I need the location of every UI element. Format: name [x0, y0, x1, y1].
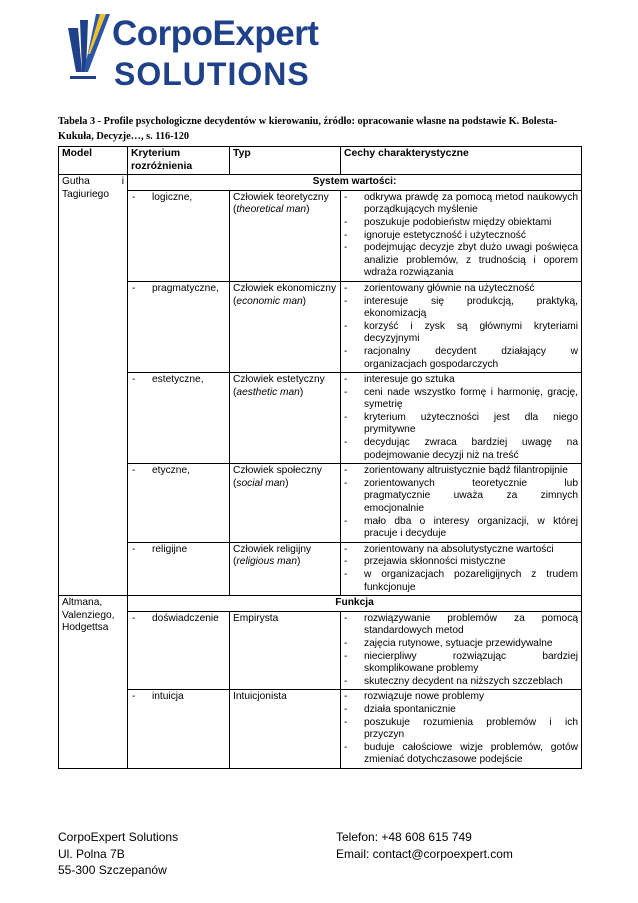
type-label: Człowiek ekonomiczny: [233, 282, 337, 294]
section-title: System wartości:: [128, 175, 582, 191]
feature-item: - skuteczny decydent na niższych szczeblach: [344, 675, 563, 687]
criterion-cell: [128, 464, 230, 543]
type-cell: [230, 690, 341, 769]
feature-item: - zorientowany głównie na użyteczność: [344, 282, 535, 294]
type-label: Człowiek religijny: [233, 543, 312, 555]
type-cell: [230, 611, 341, 690]
footer-phone: Telefon: +48 608 615 749: [336, 830, 472, 844]
features-list: [344, 691, 578, 767]
criterion-cell: [128, 542, 230, 595]
type-label: Empirysta: [233, 612, 279, 624]
feature-item: - rozwiązuje nowe problemy: [344, 691, 485, 703]
features-cell: [341, 611, 582, 690]
section-title: Funkcja: [128, 596, 582, 612]
feature-item: - interesuje się produkcją, praktyką, ekonomizacją: [344, 295, 578, 320]
header-model: Model: [59, 147, 128, 175]
footer-company: CorpoExpert Solutions: [58, 830, 179, 844]
features-cell: [341, 542, 582, 595]
decision-maker-profiles-table: [58, 146, 582, 769]
criterion-label: religijne: [152, 543, 188, 555]
feature-item: - mało dba o interesy organizacji, w której pracuje i decyduje: [344, 515, 578, 540]
criterion-cell: [128, 611, 230, 690]
bullet-dash: -: [132, 282, 136, 294]
table-row: [59, 373, 582, 464]
feature-item: - zajęcia rutynowe, sytuacje przewidywalne: [344, 637, 553, 649]
bullet-dash: -: [132, 543, 136, 555]
model-name: Altmana, Valenziego, Hodgettsa: [59, 596, 128, 769]
footer-city: 55-300 Szczepanów: [58, 863, 167, 877]
table-body: [59, 175, 582, 769]
features-cell: [341, 190, 582, 281]
features-list: [344, 374, 578, 462]
logo-mark-icon: [66, 10, 112, 88]
header-criterion: Kryterium rozróżnienia: [128, 147, 230, 175]
features-cell: [341, 373, 582, 464]
features-list: [344, 192, 578, 280]
type-cell: [230, 373, 341, 464]
feature-item: - interesuje go sztuka: [344, 374, 455, 386]
section-row: [59, 596, 582, 612]
features-list: [344, 465, 578, 541]
feature-item: - przejawia skłonności mistyczne: [344, 556, 506, 568]
bullet-dash: -: [132, 465, 136, 477]
table-row: [59, 690, 582, 769]
feature-item: - podejmując decyzje zbyt dużo uwagi poświęca analizie problemów, z trudnością i oporem wdraża rozwiązania: [344, 242, 578, 279]
feature-item: - ignoruje estetyczność i użyteczność: [344, 229, 526, 241]
bullet-dash: -: [132, 691, 136, 703]
feature-item: - decydując zwraca bardziej uwagę na podejmowanie decyzji niż na treść: [344, 437, 578, 461]
footer-address: [58, 829, 178, 879]
type-english: (theoretical man): [233, 204, 310, 216]
bullet-dash: -: [132, 374, 136, 386]
table-row: [59, 611, 582, 690]
feature-item: - zorientowany altruistycznie bądź filantropijnie: [344, 465, 568, 477]
criterion-label: pragmatyczne,: [152, 282, 219, 294]
footer-street: Ul. Polna 7B: [58, 846, 125, 861]
type-cell: [230, 281, 341, 372]
features-cell: [341, 281, 582, 372]
criterion-cell: [128, 373, 230, 464]
feature-item: - ceni nade wszystko formę i harmonię, grację, symetrię: [344, 386, 578, 411]
type-english: (social man): [233, 477, 289, 489]
header-features: Cechy charakterystyczne: [341, 147, 582, 175]
feature-item: - racjonalny decydent działający w organizacjach gospodarczych: [344, 345, 578, 370]
feature-item: - poszukuje podobieństw między obiektami: [344, 216, 552, 228]
feature-item: - działa spontanicznie: [344, 703, 456, 715]
type-english: (aesthetic man): [233, 386, 304, 398]
feature-item: - zorientowanych teoretycznie lub pragmatycznie uważa za zimnych emocjonalnie: [344, 477, 578, 515]
table-row: [59, 542, 582, 595]
feature-item: - odkrywa prawdę za pomocą metod naukowych porządkujących myślenie: [344, 191, 578, 216]
feature-item: - korzyść i zysk są głównymi kryteriami decyzyjnymi: [344, 320, 578, 345]
table-row: [59, 190, 582, 281]
features-list: [344, 613, 578, 689]
footer-email[interactable]: Email: contact@corpoexpert.com: [336, 846, 513, 861]
table-row: [59, 464, 582, 543]
header-type: Typ: [230, 147, 341, 175]
criterion-label: etyczne,: [152, 465, 190, 477]
type-cell: [230, 542, 341, 595]
features-list: [344, 283, 578, 371]
type-label: Człowiek estetyczny: [233, 374, 325, 386]
feature-item: - poszukuje rozumienia problemów i ich przyczyn: [344, 716, 578, 741]
criterion-cell: [128, 190, 230, 281]
type-label: Człowiek teoretyczny: [233, 191, 329, 203]
logo-text-corpoexpert: CorpoExpert: [112, 14, 319, 53]
features-list: [344, 544, 578, 594]
type-label: Intuicjonista: [233, 691, 287, 703]
feature-item: - niecierpliwy rozwiązując bardziej skomplikowane problemy: [344, 650, 578, 675]
feature-item: - zorientowany na absolutystyczne wartości: [344, 543, 554, 555]
type-cell: [230, 190, 341, 281]
criterion-label: logiczne,: [152, 191, 193, 203]
criterion-cell: [128, 281, 230, 372]
features-cell: [341, 690, 582, 769]
footer-contact: [336, 829, 513, 862]
type-cell: [230, 464, 341, 543]
table-row: [59, 281, 582, 372]
bullet-dash: -: [132, 612, 136, 624]
feature-item: - w organizacjach pozareligijnych z trudem funkcjonuje: [344, 569, 578, 593]
criterion-label: intuicja: [152, 691, 184, 703]
type-label: Człowiek społeczny: [233, 465, 322, 477]
bullet-dash: -: [132, 191, 136, 203]
section-row: [59, 175, 582, 191]
criterion-label: doświadczenie: [152, 612, 219, 624]
type-english: (religious man): [233, 556, 301, 568]
feature-item: - buduje całościowe wizje problemów, gotów zmieniać dotychczasowe podejście: [344, 741, 578, 766]
criterion-cell: [128, 690, 230, 769]
logo-text-solutions: SOLUTIONS: [114, 56, 310, 92]
table-header-row: [59, 147, 582, 175]
feature-item: - kryterium użyteczności jest dla niego prymitywne: [344, 411, 578, 436]
criterion-label: estetyczne,: [152, 374, 204, 386]
feature-item: - rozwiązywanie problemów za pomocą standardowych metod: [344, 612, 578, 637]
model-name: Gutha i Tagiuriego: [59, 175, 128, 596]
company-logo: [66, 10, 319, 92]
type-english: (economic man): [233, 295, 307, 307]
features-cell: [341, 464, 582, 543]
table-caption: Tabela 3 - Profile psychologiczne decydentów w kierowaniu, źródło: opracowanie własne na podstawie K. Bolesta-Kukuła, Decyzje…, s. 116-120: [58, 116, 558, 142]
